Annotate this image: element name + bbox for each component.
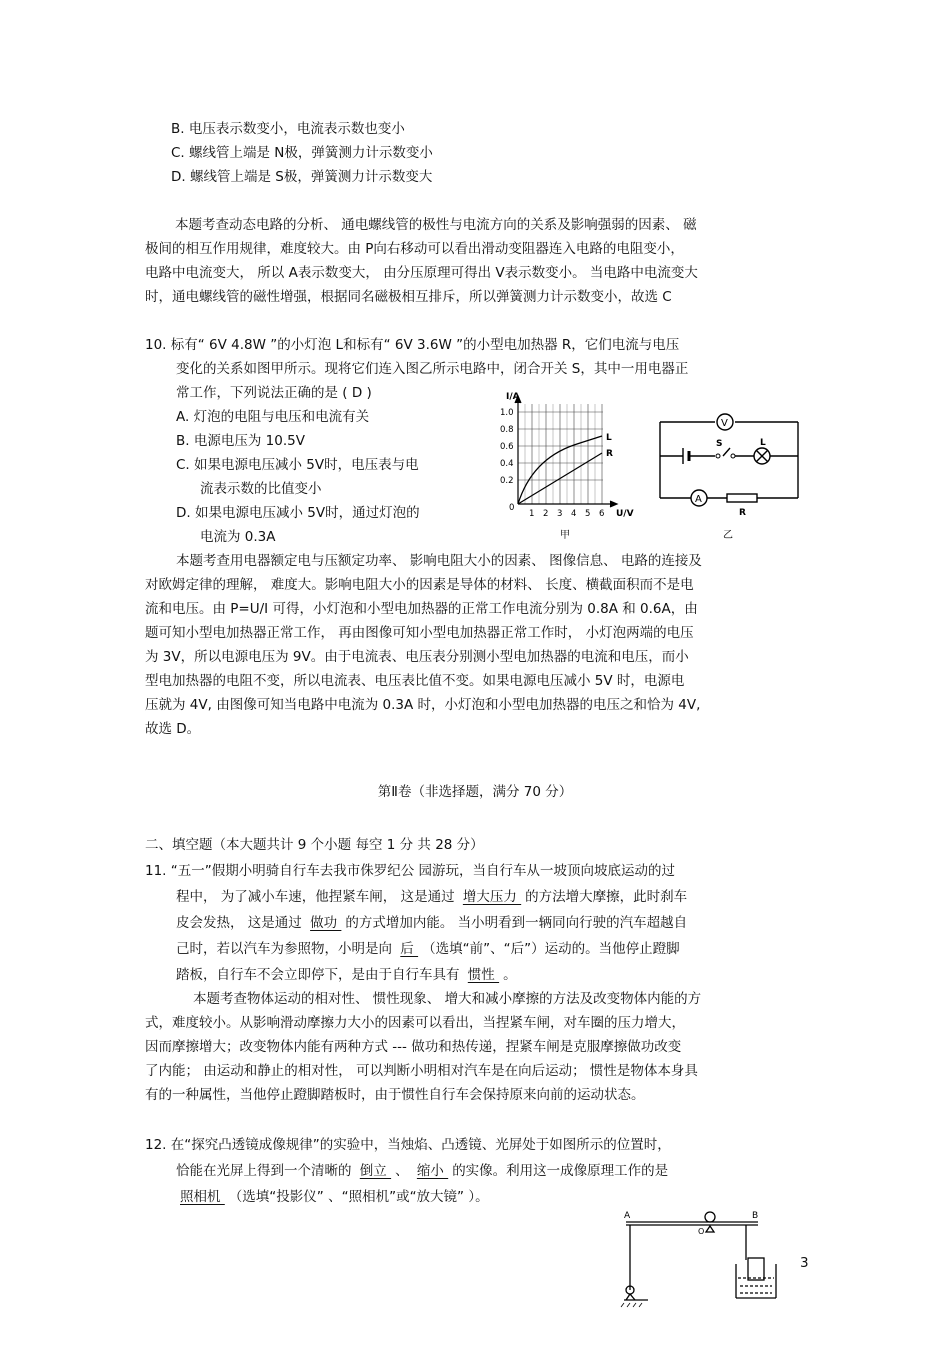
q12-text: 、 xyxy=(395,1163,413,1179)
curve-r-label: R xyxy=(606,449,613,459)
q10-stem: 10. 标有“ 6V 4.8W ”的小灯泡 L和标有“ 6V 3.6W ”的小型电加热器 R，它们电流与电压 xyxy=(145,337,680,353)
q10-explanation-line: 题可知小型电加热器正常工作， 再由图像可知小型电加热器正常工作时， 小灯泡两端的电压 xyxy=(145,625,694,641)
iu-graph xyxy=(488,388,643,548)
x-tick: 6 xyxy=(599,509,605,519)
x-axis-label: U/V xyxy=(616,509,634,519)
q12-answer-2: 缩小 xyxy=(416,1163,449,1179)
y-tick: 1.0 xyxy=(500,408,514,418)
voltmeter-label: V xyxy=(721,418,728,429)
q12-answer-3: 照相机 xyxy=(180,1189,225,1205)
q12-answer-1: 倒立 xyxy=(359,1163,392,1179)
q12-text: （选填“投影仪” 、“照相机”或“放大镜” ）。 xyxy=(228,1189,489,1205)
q11-text: 己时，若以汽车为参照物，小明是向 xyxy=(176,941,397,957)
curve-l-label: L xyxy=(606,433,612,443)
q12-stem: 12. 在“探究凸透镜成像规律”的实验中，当烛焰、凸透镜、光屏处于如图所示的位置时， xyxy=(145,1137,671,1153)
q12-text: 的实像。利用这一成像原理工作的是 xyxy=(452,1163,669,1179)
circuit-diagram xyxy=(655,410,805,550)
q9-explanation-line: 电路中电流变大， 所以 A表示数变大， 由分压原理可得出 V表示数变小。 当电路中电流变大 xyxy=(145,265,698,281)
label-o: O xyxy=(698,1227,705,1236)
q11-answer-4: 惯性 xyxy=(467,967,500,983)
switch-label: S xyxy=(716,439,723,449)
x-tick: 5 xyxy=(585,509,591,519)
x-tick: 3 xyxy=(557,509,563,519)
q10-explanation-line: 本题考查用电器额定电与压额定功率、 影响电阻大小的因素、 图像信息、 电路的连接及 xyxy=(176,553,702,569)
q9-explanation-line: 本题考查动态电路的分析、 通电螺线管的极性与电流方向的关系及影响强弱的因素、 磁 xyxy=(175,217,697,233)
label-b: B xyxy=(752,1211,759,1221)
q10-option-c-cont: 流表示数的比值变小 xyxy=(200,481,322,497)
q11-stem: 11. “五一”假期小明骑自行车去我市侏罗纪公 园游玩，当自行车从一坡顶向坡底运动的过 xyxy=(145,863,676,879)
q12-line xyxy=(176,1188,489,1206)
q11-text: 程中， 为了减小车速，他捏紧车闸， 这是通过 xyxy=(176,889,459,905)
q11-text: 踏板，自行车不会立即停下，是由于自行车具有 xyxy=(176,967,464,983)
y-tick: 0.2 xyxy=(500,476,514,486)
q9-explanation-line: 极间的相互作用规律，难度较大。由 P向右移动可以看出滑动变阻器连入电路的电阻变小， xyxy=(145,241,684,257)
x-tick: 2 xyxy=(543,509,549,519)
q10-stem: 变化的关系如图甲所示。现将它们连入图乙所示电路中，闭合开关 S，其中一用电器正 xyxy=(176,361,689,377)
q11-line xyxy=(176,966,517,984)
q10-option-a: A. 灯泡的电阻与电压和电流有关 xyxy=(176,409,370,425)
q11-line xyxy=(176,940,680,958)
q9-option-b: B. 电压表示数变小，电流表示数也变小 xyxy=(171,121,405,137)
resistor-label: R xyxy=(739,508,746,518)
x-tick: 4 xyxy=(571,509,577,519)
q9-explanation-line: 时，通电螺线管的磁性增强，根据同名磁极相互排斥，所以弹簧测力计示数变小，故选 C xyxy=(145,289,672,305)
q12-text: 恰能在光屏上得到一个清晰的 xyxy=(176,1163,356,1179)
q10-option-c: C. 如果电源电压减小 5V时，电压表与电 xyxy=(176,457,419,473)
q11-answer-1: 增大压力 xyxy=(462,889,522,905)
q11-line xyxy=(176,914,687,932)
page-number: 3 xyxy=(800,1255,809,1271)
q9-option-d: D. 螺线管上端是 S极，弹簧测力计示数变大 xyxy=(171,169,433,185)
y-tick: 0.8 xyxy=(500,425,514,435)
q11-text: （选填“前”、“后”）运动的。当他停止蹬脚 xyxy=(422,941,680,957)
q12-line xyxy=(176,1162,668,1180)
q11-explanation-line: 因而摩擦增大；改变物体内能有两种方式 --- 做功和热传递，捏紧车闸是克服摩擦做功改变 xyxy=(145,1039,682,1055)
q11-text: 。 xyxy=(503,967,517,983)
q10-option-b: B. 电源电压为 10.5V xyxy=(176,433,305,449)
q10-option-d: D. 如果电源电压减小 5V时，通过灯泡的 xyxy=(176,505,420,521)
q11-explanation-line: 了内能； 由运动和静止的相对性， 可以判断小明相对汽车是在向后运动； 惯性是物体本身具 xyxy=(145,1063,698,1079)
q11-text: 皮会发热， 这是通过 xyxy=(176,915,307,931)
q9-option-c: C. 螺线管上端是 N极，弹簧测力计示数变小 xyxy=(171,145,433,161)
q10-option-d-cont: 电流为 0.3A xyxy=(200,529,276,545)
origin-label: 0 xyxy=(509,503,515,513)
section-title: 第Ⅱ卷（非选择题，满分 70 分） xyxy=(377,784,573,800)
q11-explanation-line: 本题考查物体运动的相对性、 惯性现象、 增大和减小摩擦的方法及改变物体内能的方 xyxy=(193,991,702,1007)
y-tick: 0.4 xyxy=(500,459,514,469)
ammeter-label: A xyxy=(695,494,702,505)
label-a: A xyxy=(624,1211,631,1221)
q11-explanation-line: 有的一种属性，当他停止蹬脚踏板时，由于惯性自行车会保持原来向前的运动状态。 xyxy=(145,1087,645,1103)
lamp-label: L xyxy=(760,438,766,448)
q11-answer-2: 做功 xyxy=(310,915,342,931)
q11-explanation-line: 式，难度较小。从影响滑动摩擦力大小的因素可以看出，当捏紧车闸，对车圈的压力增大， xyxy=(145,1015,685,1031)
q10-explanation-line: 对欧姆定律的理解， 难度大。影响电阻大小的因素是导体的材料、 长度、横截面积而不是电 xyxy=(145,577,694,593)
q11-line xyxy=(176,888,687,906)
lever-figure xyxy=(618,1208,798,1308)
graph-caption: 甲 xyxy=(560,530,570,541)
q10-explanation-line: 故选 D。 xyxy=(145,721,201,737)
y-axis-label: I/A xyxy=(506,392,520,402)
q10-explanation-line: 型电加热器的电阻不变，所以电流表、电压表比值不变。如果电源电压减小 5V 时，电源电 xyxy=(145,673,685,689)
x-tick: 1 xyxy=(529,509,535,519)
q11-text: 的方法增大摩擦，此时刹车 xyxy=(525,889,688,905)
q10-explanation-line: 流和电压。由 P=U/I 可得，小灯泡和小型电加热器的正常工作电流分别为 0.8A 和 0.6A，由 xyxy=(145,601,698,617)
q11-answer-3: 后 xyxy=(400,941,419,957)
q10-explanation-line: 为 3V，所以电源电压为 9V。由于电流表、电压表分别测小型电加热器的电流和电压，而小 xyxy=(145,649,689,665)
part-heading: 二、填空题（本大题共计 9 个小题 每空 1 分 共 28 分） xyxy=(145,837,484,853)
q10-explanation-line: 压就为 4V, 由图像可知当电路中电流为 0.3A 时，小灯泡和小型电加热器的电压之和恰为 4V, xyxy=(145,697,701,713)
circuit-caption: 乙 xyxy=(723,530,733,541)
q11-text: 的方式增加内能。 当小明看到一辆同向行驶的汽车超越自 xyxy=(345,915,688,931)
q10-stem: 常工作，下列说法正确的是 ( D ) xyxy=(176,385,372,401)
y-tick: 0.6 xyxy=(500,442,514,452)
